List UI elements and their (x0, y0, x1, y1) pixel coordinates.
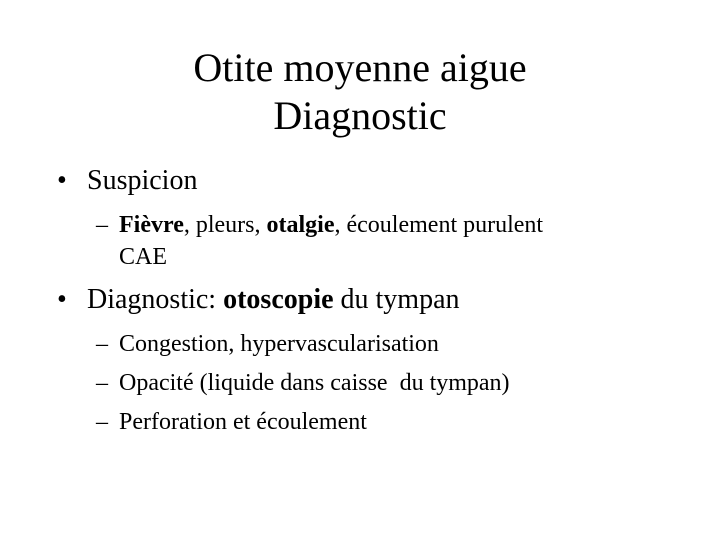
bullet-text-suspicion: Suspicion (87, 165, 198, 196)
subbullet-text-cae: CAE (119, 244, 167, 270)
text-diagnostic-suffix: du tympan (333, 284, 460, 315)
subbullet-text-congestion: Congestion, hypervascularisation (119, 331, 439, 357)
text-ecoulement: , écoulement purulent (334, 212, 544, 238)
keyword-fievre: Fièvre (119, 212, 184, 238)
keyword-otoscopie: otoscopie (223, 284, 334, 315)
subbullet-mark: – (96, 212, 108, 238)
slide-title (0, 44, 720, 140)
text-diagnostic-prefix: Diagnostic: (87, 284, 224, 315)
title-line-2: Diagnostic (273, 93, 447, 138)
subbullet-mark: – (96, 409, 108, 435)
keyword-otalgie: otalgie (266, 212, 335, 238)
title-line-1: Otite moyenne aigue (193, 45, 527, 90)
subbullet-mark: – (96, 331, 108, 357)
bullet-mark: • (57, 165, 67, 196)
subbullet-mark: – (96, 370, 108, 396)
subbullet-text-perforation: Perforation et écoulement (119, 409, 367, 435)
bullet-mark: • (57, 284, 67, 315)
bullet-text-diagnostic (87, 284, 460, 316)
subbullet-text-opacite: Opacité (liquide dans caisse du tympan) (119, 370, 510, 396)
text-pleurs: , pleurs, (183, 212, 267, 238)
subbullet-text-symptoms (119, 210, 543, 240)
